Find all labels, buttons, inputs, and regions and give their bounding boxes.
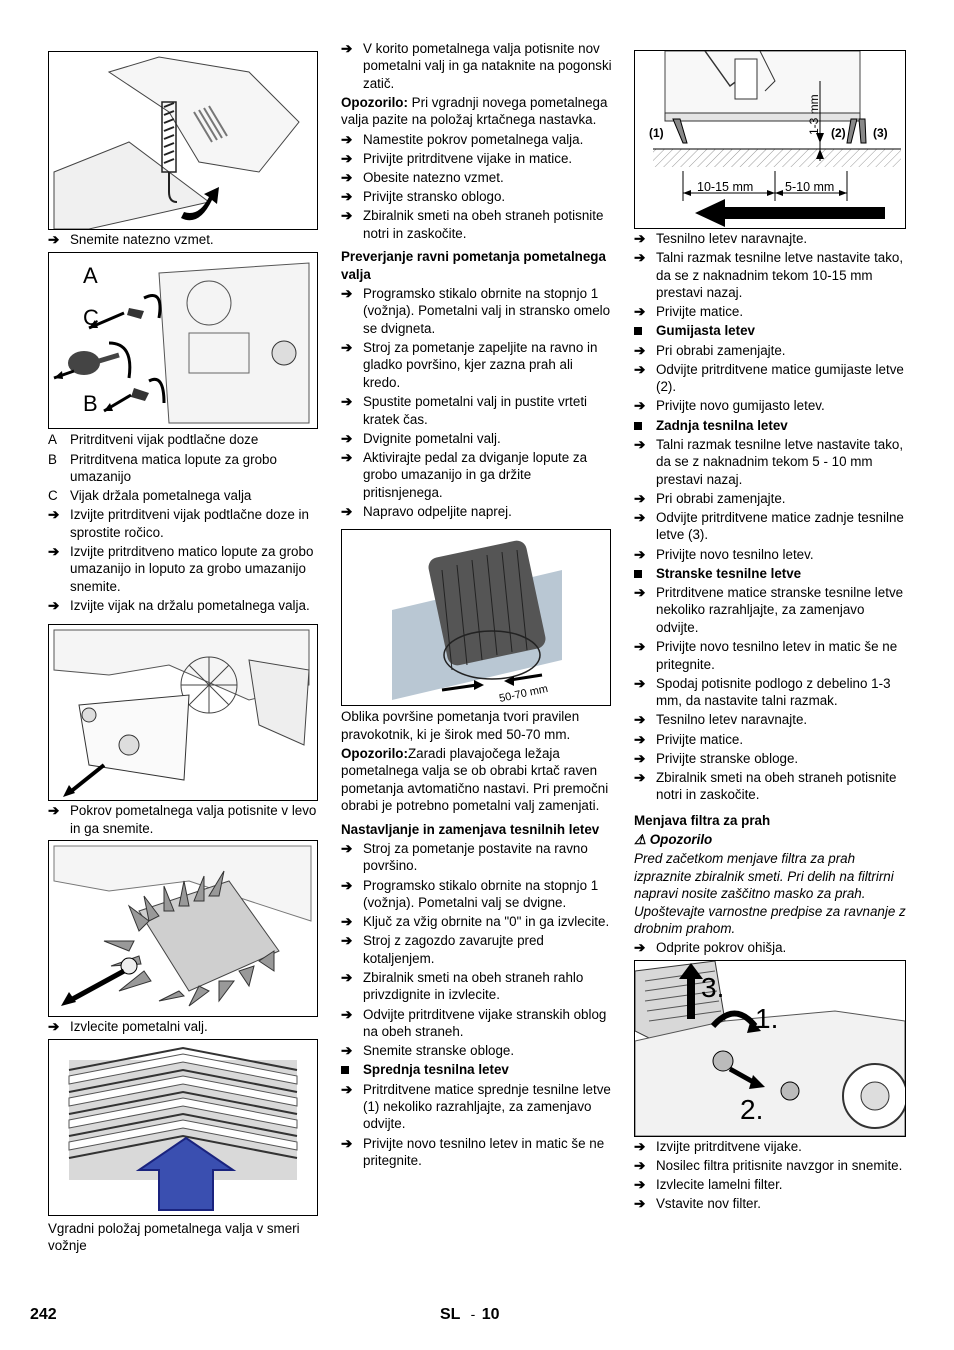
step-item: ➔ Programsko stikalo obrnite na stopnjo 1 (vožnja). Pometalni valj se dvigne. xyxy=(341,877,599,910)
step-item: ➔ Talni razmak tesnilne letve nastavite tako, da se z naknadnim tekom 5 - 10 mm prestavi nazaj. xyxy=(634,436,904,487)
legend-item: C Vijak držala pometalnega valja xyxy=(48,488,252,504)
step-item: ➔ Zbiralnik smeti na obeh straneh rahlo privzdignite in izvlecite. xyxy=(341,970,584,1003)
figure-sweep-pattern xyxy=(341,529,611,706)
subheading: Sprednja tesnilna letev xyxy=(341,1061,613,1078)
subheading: Stranske tesnilne letve xyxy=(634,565,906,582)
step-item: ➔ Ključ za vžig obrnite na "0" in ga izvlecite. xyxy=(341,914,610,930)
gap-label: 1-3 mm xyxy=(807,94,821,135)
warning-text: Pred začetkom menjave filtra za prah izpraznite zbiralnik smeti. Pri delih na filtrirni napravi nosite zaščitno masko za prah. Upoštevajte varnostne predpise za ravnanje z drobnim prahom. xyxy=(634,851,906,936)
label-c: C xyxy=(83,305,99,331)
step-item: ➔ Privijte novo tesnilno letev. xyxy=(634,546,814,562)
step-item: ➔ Izvijte pritrditveno matico lopute za grobo umazanijo in loputo za grobo umazanijo snemite. xyxy=(48,544,314,594)
warning-label: ⚠ Opozorilo xyxy=(634,832,713,848)
dimension-label: 50-70 mm xyxy=(498,683,550,706)
label-b: B xyxy=(83,391,98,417)
figure-screws xyxy=(48,252,318,429)
warning-icon: ⚠ xyxy=(634,832,647,848)
step-item: ➔ Tesnilno letev naravnajte. xyxy=(634,231,808,246)
figure-filter xyxy=(634,960,906,1137)
step-item: ➔ Privijte novo tesnilno letev in matic še ne pritegnite. xyxy=(634,639,898,672)
step-item: ➔ Izvijte pritrditvene vijake. xyxy=(634,1138,802,1154)
step-item: ➔ Pri obrabi zamenjajte. xyxy=(634,490,786,506)
step-item: ➔ Privijte stranske obloge. xyxy=(634,750,799,766)
step-item: ➔ Spodaj potisnite podlogo z debelino 1-3 mm, da nastavite talni razmak. xyxy=(634,675,891,709)
dim-label-front: 10-15 mm xyxy=(697,180,754,194)
step-item: ➔ Pri obrabi zamenjajte. xyxy=(634,342,786,358)
legend-item: A Pritrditveni vijak podtlačne doze xyxy=(48,432,259,448)
column-3 xyxy=(634,40,906,1214)
step-item: ➔ Dvignite pometalni valj. xyxy=(341,430,501,446)
label-1: (1) xyxy=(649,126,664,140)
subheading: Zadnja tesnilna letev xyxy=(634,417,906,434)
step-item: ➔ Izvijte vijak na držalu pometalnega valja. xyxy=(48,598,310,614)
label-a: A xyxy=(83,263,98,289)
step-item: ➔ Napravo odpeljite naprej. xyxy=(341,503,512,519)
note: Opozorilo: Pri vgradnji novega pometalnega valja pazite na položaj krtačnega nastavka. xyxy=(341,95,608,128)
step-item: ➔ Snemite stranske obloge. xyxy=(341,1043,515,1059)
label-3: (3) xyxy=(873,126,888,140)
page-number: 242 xyxy=(30,1306,57,1323)
figure-caption: Vgradni položaj pometalnega valja v smeri vožnje xyxy=(48,1220,300,1254)
step-number-1: 1. xyxy=(755,1002,779,1034)
subheading: Gumijasta letev xyxy=(634,322,906,339)
section-heading: Nastavljanje in zamenjava tesnilnih letev xyxy=(341,821,600,837)
step-item: ➔ Tesnilno letev naravnajte. xyxy=(634,712,808,728)
section-heading: Preverjanje ravni pometanja pometalnega valja xyxy=(341,249,606,282)
language-code: SL - 10 xyxy=(440,1306,500,1323)
figure-seal-strips xyxy=(634,50,906,229)
step-item: ➔ Pritrditvene matice stranske tesnilne letve nekoliko razrahljajte, za zamenjavo odvijte. xyxy=(634,585,904,635)
step-item: ➔ Namestite pokrov pometalnega valja. xyxy=(341,131,584,147)
column-2 xyxy=(341,40,613,1171)
step-item: ➔ Obesite natezno vzmet. xyxy=(341,170,504,186)
note: Opozorilo:Zaradi plavajočega ležaja pometalnega valja se ob obrabi krtač raven pometanja avtomatično nastavi. Pri premočni obrabi je potrebno pometalni valj zamenjati. xyxy=(341,745,609,814)
figure-install-direction xyxy=(48,1039,318,1216)
section-heading: Menjava filtra za prah xyxy=(634,812,771,828)
step-item: ➔ Privijte matice. xyxy=(634,304,744,320)
figure-brush-roll xyxy=(48,840,318,1017)
step-item: ➔ Privijte novo gumijasto letev. xyxy=(634,398,825,414)
step-item: ➔ Vstavite nov filter. xyxy=(634,1196,761,1212)
step-item: ➔ Talni razmak tesnilne letve nastavite tako, da se z naknadnim tekom 10-15 mm prestavi nazaj. xyxy=(634,250,904,301)
step-item: ➔ Odprite pokrov ohišja. xyxy=(634,940,787,956)
step-item: ➔ Izvijte pritrditveni vijak podtlačne doze in sprostite ročico. xyxy=(48,507,309,540)
step-item: ➔ Zbiralnik smeti na obeh straneh potisnite notri in zaskočite. xyxy=(634,769,897,803)
label-2: (2) xyxy=(831,126,846,140)
step-item: ➔ Pritrditvene matice sprednje tesnilne letve (1) nekoliko razrahljajte, za zamenjavo odvijte. xyxy=(341,1081,611,1132)
legend-item: B Pritrditvena matica lopute za grobo umazanijo xyxy=(48,451,277,485)
step-item: ➔ Zbiralnik smeti na obeh straneh potisnite notri in zaskočite. xyxy=(341,208,604,241)
step-item: ➔ Odvijte pritrditvene matice zadnje tesnilne letve (3). xyxy=(634,510,904,543)
step-item: ➔ Stroj z zagozdo zavarujte pred kotaljenjem. xyxy=(341,933,544,966)
step-item: ➔ Stroj za pometanje postavite na ravno površino. xyxy=(341,840,588,874)
step-item: ➔ Izvlecite pometalni valj. xyxy=(48,1019,208,1035)
step-item: ➔ Stroj za pometanje zapeljite na ravno in gladko površino, kjer zazna prah ali kredo. xyxy=(341,340,598,390)
paragraph: Oblika površine pometanja tvori pravilen pravokotnik, ki je širok med 50-70 mm. xyxy=(341,709,580,742)
step-item: ➔ Aktivirajte pedal za dviganje lopute za grobo umazanijo in ga držite pritisnjenega. xyxy=(341,449,588,500)
figure-cover xyxy=(48,624,318,801)
step-item: ➔ Spustite pometalni valj in pustite vrteti kratek čas. xyxy=(341,394,588,427)
step-item: ➔ Privijte novo tesnilno letev in matic še ne pritegnite. xyxy=(341,1135,605,1169)
figure-spring xyxy=(48,51,318,230)
step-number-2: 2. xyxy=(740,1093,764,1125)
step-item: ➔ Privijte pritrditvene vijake in matice. xyxy=(341,150,573,166)
step-item: ➔ Privijte stransko oblogo. xyxy=(341,189,506,205)
step-number-3: 3. xyxy=(701,971,725,1003)
column-1 xyxy=(48,40,320,1254)
step-item: ➔ Privijte matice. xyxy=(634,731,744,747)
step-item: ➔ V korito pometalnega valja potisnite nov pometalni valj in ga nataknite na pogonski zatič. xyxy=(341,41,612,91)
step-item: ➔ Pokrov pometalnega valja potisnite v levo in ga snemite. xyxy=(48,803,317,836)
step-item: ➔ Programsko stikalo obrnite na stopnjo 1 (vožnja). Pometalni valj in stransko omelo se dvigneta. xyxy=(341,286,611,336)
step-item: ➔ Izvlecite lamelni filter. xyxy=(634,1176,783,1192)
step-item: ➔ Odvijte pritrditvene vijake stranskih oblog na obeh straneh. xyxy=(341,1006,607,1040)
step-item: ➔ Snemite natezno vzmet. xyxy=(48,232,214,247)
step-item: ➔ Odvijte pritrditvene matice gumijaste letve (2). xyxy=(634,361,904,395)
step-item: ➔ Nosilec filtra pritisnite navzgor in snemite. xyxy=(634,1157,903,1173)
dim-label-rear: 5-10 mm xyxy=(785,180,835,194)
